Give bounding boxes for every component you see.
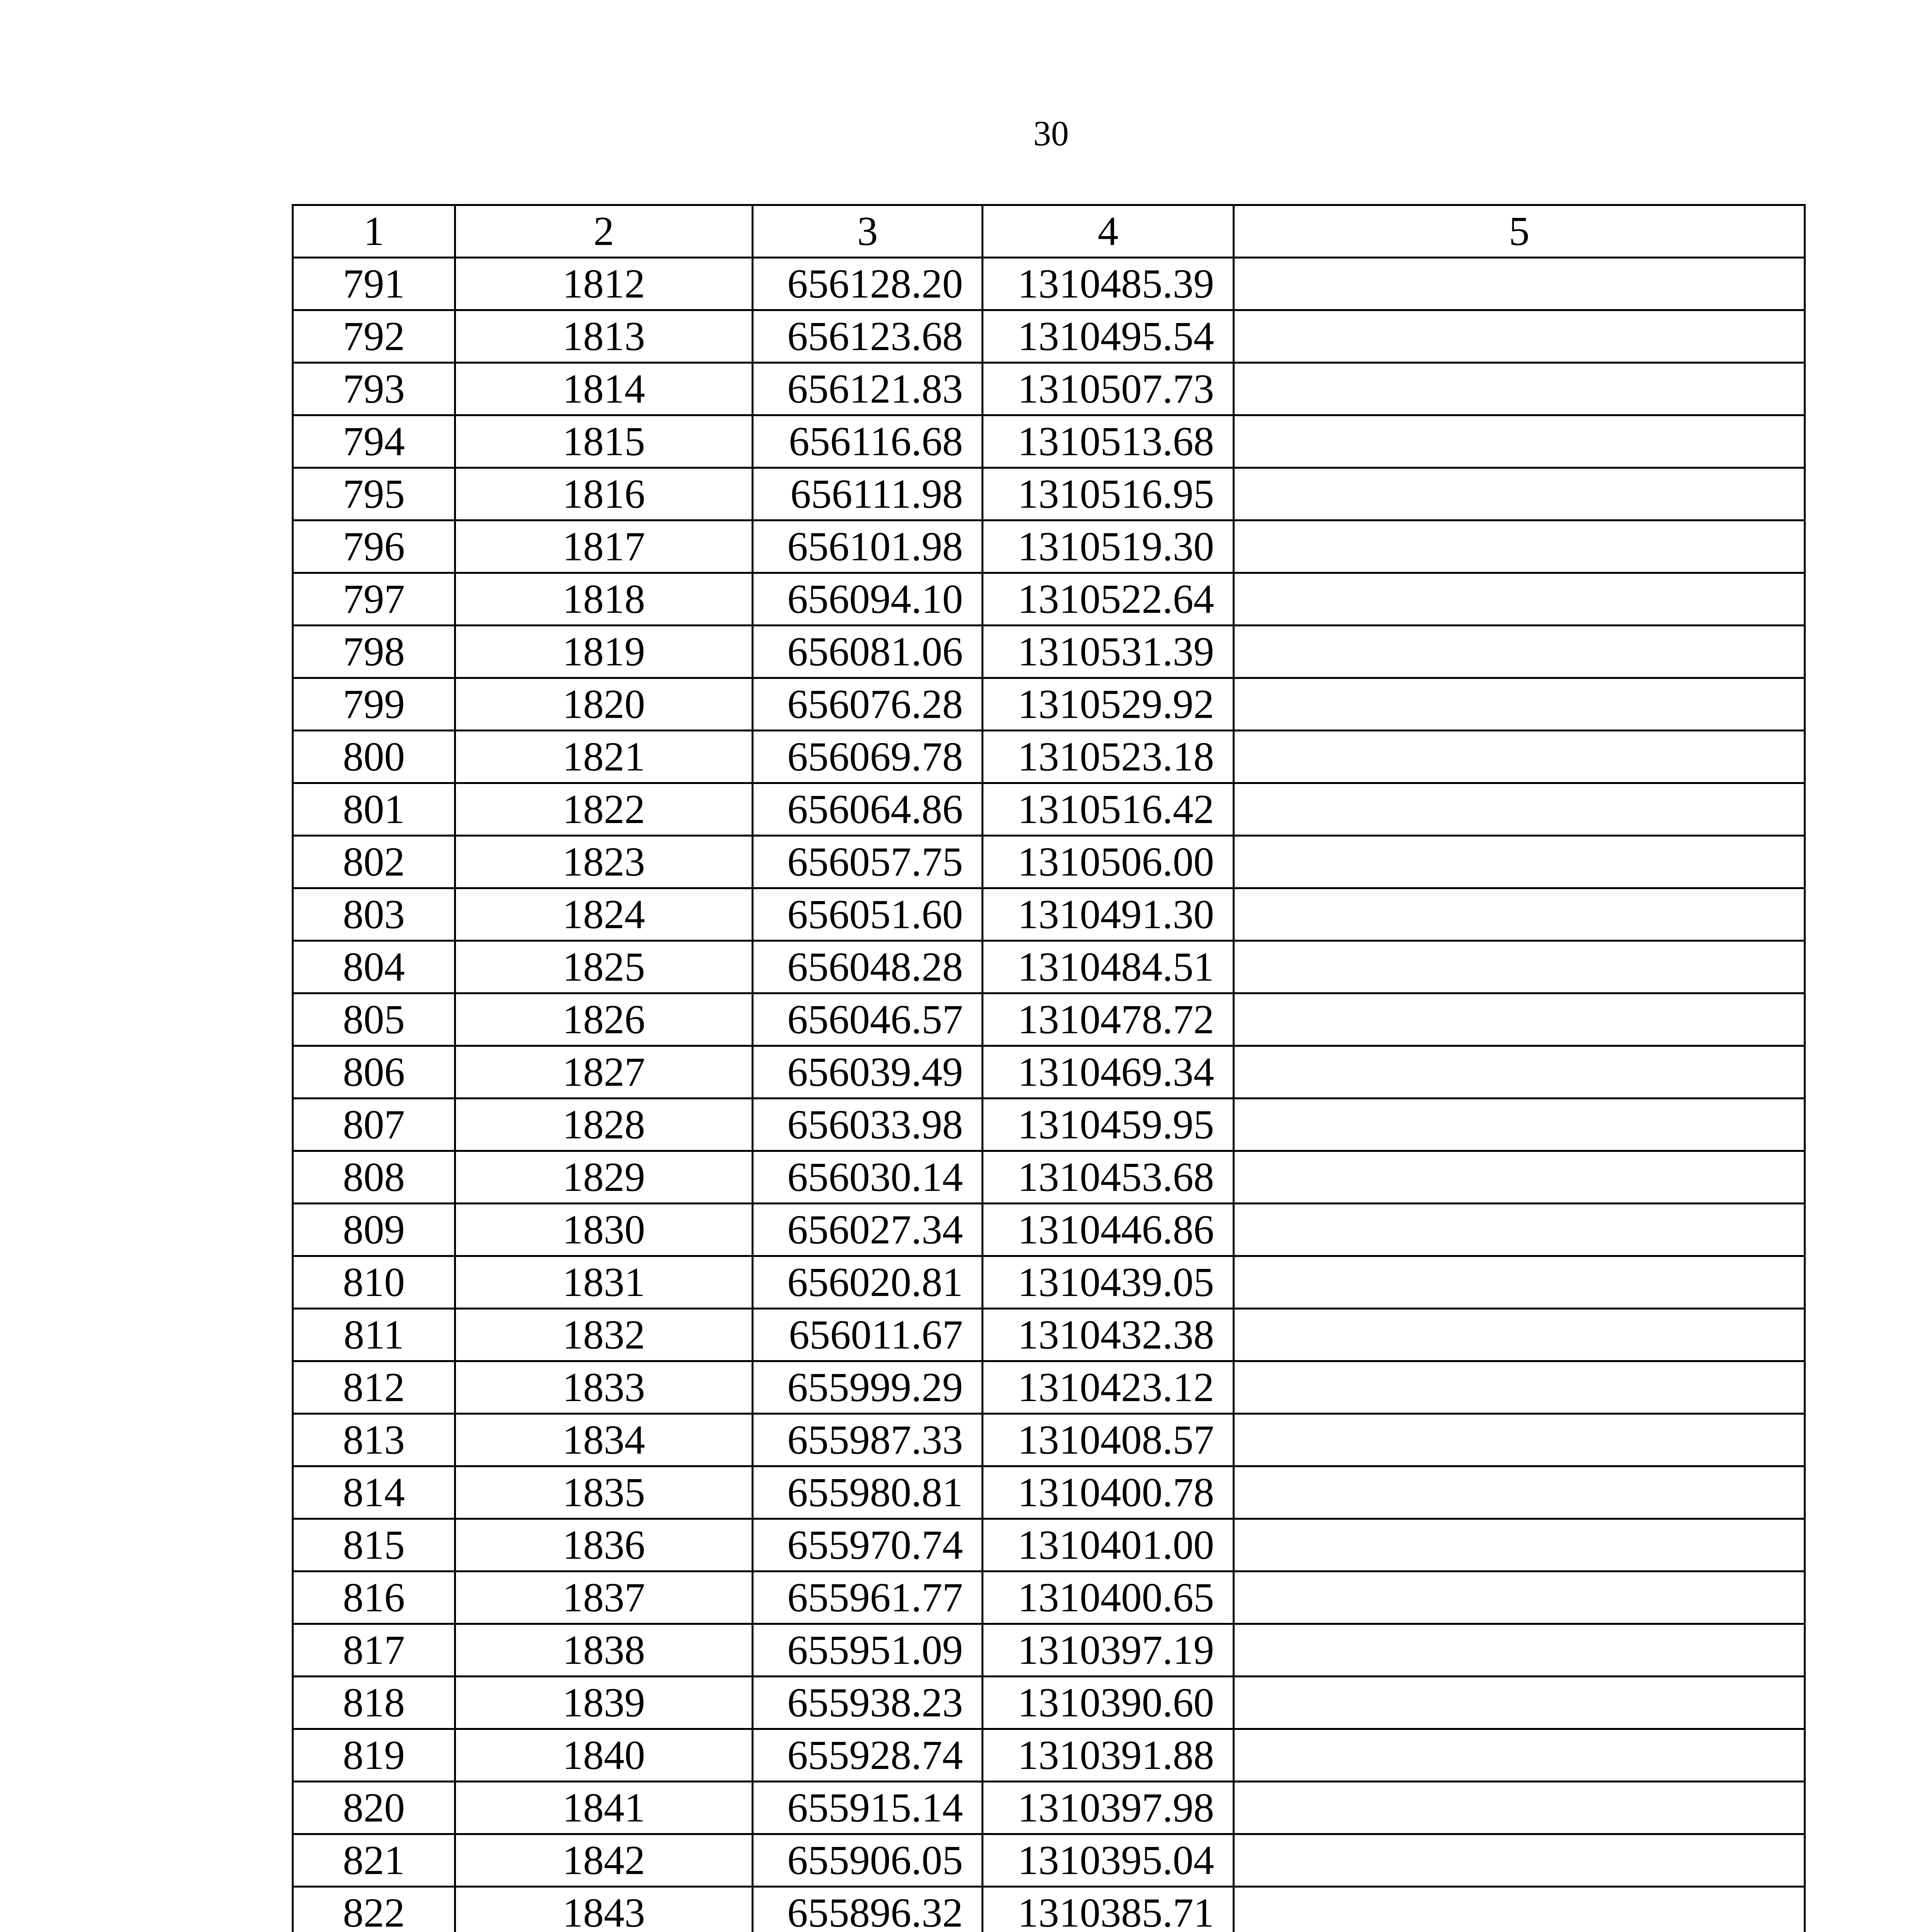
table-cell: 1310385.71 — [983, 1887, 1234, 1932]
table-row — [293, 363, 1805, 415]
table-row — [293, 1466, 1805, 1519]
table-cell: 810 — [293, 1256, 455, 1309]
table-cell: 794 — [293, 415, 455, 468]
table-row — [293, 993, 1805, 1046]
table-row — [293, 783, 1805, 836]
table-cell: 797 — [293, 573, 455, 626]
table-cell: 793 — [293, 363, 455, 415]
table-cell: 1825 — [455, 941, 753, 993]
table-cell: 655970.74 — [753, 1519, 983, 1571]
table-cell: 1827 — [455, 1046, 753, 1099]
table-cell: 1813 — [455, 310, 753, 363]
table-cell: 1310395.04 — [983, 1834, 1234, 1887]
table-cell: 1310446.86 — [983, 1204, 1234, 1256]
table-cell: 655906.05 — [753, 1834, 983, 1887]
table-cell — [1234, 520, 1805, 573]
table-cell: 1841 — [455, 1782, 753, 1834]
table-cell: 1823 — [455, 836, 753, 888]
table-row — [293, 573, 1805, 626]
table-cell: 1310401.00 — [983, 1519, 1234, 1571]
table-cell: 1310485.39 — [983, 258, 1234, 310]
table-row — [293, 1204, 1805, 1256]
table-cell: 1310459.95 — [983, 1099, 1234, 1151]
table-cell — [1234, 1046, 1805, 1099]
table-cell: 817 — [293, 1624, 455, 1677]
table-cell: 1816 — [455, 468, 753, 520]
page-number: 30 — [1033, 114, 1069, 153]
table-header-row — [293, 205, 1805, 258]
table-row — [293, 468, 1805, 520]
table-row — [293, 1256, 1805, 1309]
table-cell: 1310519.30 — [983, 520, 1234, 573]
table-cell — [1234, 363, 1805, 415]
table-cell: 813 — [293, 1414, 455, 1466]
table-cell: 821 — [293, 1834, 455, 1887]
table-row — [293, 1782, 1805, 1834]
table-cell: 655961.77 — [753, 1571, 983, 1624]
table-cell: 656064.86 — [753, 783, 983, 836]
table-cell: 1310391.88 — [983, 1729, 1234, 1782]
table-cell: 1310531.39 — [983, 626, 1234, 678]
table-cell: 1812 — [455, 258, 753, 310]
table-cell — [1234, 468, 1805, 520]
table-cell: 1310432.38 — [983, 1309, 1234, 1361]
table-row — [293, 310, 1805, 363]
table-cell: 805 — [293, 993, 455, 1046]
table-cell — [1234, 573, 1805, 626]
table-cell: 800 — [293, 731, 455, 783]
table-cell — [1234, 1729, 1805, 1782]
table-cell: 803 — [293, 888, 455, 941]
table-cell — [1234, 888, 1805, 941]
table-cell: 802 — [293, 836, 455, 888]
table-cell: 808 — [293, 1151, 455, 1204]
table-cell: 1838 — [455, 1624, 753, 1677]
table-cell — [1234, 993, 1805, 1046]
table-cell — [1234, 626, 1805, 678]
table-cell: 656121.83 — [753, 363, 983, 415]
table-cell: 1310506.00 — [983, 836, 1234, 888]
table-cell: 656046.57 — [753, 993, 983, 1046]
table-row — [293, 258, 1805, 310]
table-cell: 1818 — [455, 573, 753, 626]
table-row — [293, 520, 1805, 573]
table-cell: 655896.32 — [753, 1887, 983, 1932]
table-cell: 820 — [293, 1782, 455, 1834]
table-row — [293, 1519, 1805, 1571]
table-cell — [1234, 1204, 1805, 1256]
table-cell: 1310529.92 — [983, 678, 1234, 731]
table-row — [293, 1414, 1805, 1466]
table-row — [293, 1887, 1805, 1932]
table-cell: 1833 — [455, 1361, 753, 1414]
table-cell: 1824 — [455, 888, 753, 941]
table-cell: 1839 — [455, 1677, 753, 1729]
table-cell: 1310478.72 — [983, 993, 1234, 1046]
table-cell: 656128.20 — [753, 258, 983, 310]
table-cell: 792 — [293, 310, 455, 363]
table-row — [293, 1729, 1805, 1782]
table-cell: 807 — [293, 1099, 455, 1151]
table-cell: 809 — [293, 1204, 455, 1256]
column-header: 5 — [1234, 205, 1805, 258]
column-header: 1 — [293, 205, 455, 258]
table-cell: 1832 — [455, 1309, 753, 1361]
table-cell: 1814 — [455, 363, 753, 415]
table-cell — [1234, 310, 1805, 363]
table-cell — [1234, 1782, 1805, 1834]
table-cell: 1840 — [455, 1729, 753, 1782]
table-cell: 655980.81 — [753, 1466, 983, 1519]
table-cell — [1234, 1834, 1805, 1887]
table-cell: 799 — [293, 678, 455, 731]
table-cell — [1234, 1414, 1805, 1466]
table-cell — [1234, 1361, 1805, 1414]
table-cell — [1234, 1466, 1805, 1519]
table-cell: 1310513.68 — [983, 415, 1234, 468]
table-cell: 1829 — [455, 1151, 753, 1204]
table-cell: 795 — [293, 468, 455, 520]
table-cell: 1310397.19 — [983, 1624, 1234, 1677]
table-cell: 656076.28 — [753, 678, 983, 731]
table-row — [293, 1046, 1805, 1099]
table-cell: 1310522.64 — [983, 573, 1234, 626]
table-cell: 1310397.98 — [983, 1782, 1234, 1834]
table-cell — [1234, 941, 1805, 993]
table-cell — [1234, 1256, 1805, 1309]
column-header: 4 — [983, 205, 1234, 258]
table-cell: 822 — [293, 1887, 455, 1932]
table-cell: 815 — [293, 1519, 455, 1571]
coordinates-table — [292, 204, 1806, 1932]
table-cell: 656011.67 — [753, 1309, 983, 1361]
table-cell: 655915.14 — [753, 1782, 983, 1834]
table-cell: 655987.33 — [753, 1414, 983, 1466]
table-cell: 1821 — [455, 731, 753, 783]
table-cell: 656051.60 — [753, 888, 983, 941]
table-row — [293, 1624, 1805, 1677]
table-row — [293, 1151, 1805, 1204]
table-cell — [1234, 1887, 1805, 1932]
table-cell — [1234, 783, 1805, 836]
table-row — [293, 1571, 1805, 1624]
table-cell: 1836 — [455, 1519, 753, 1571]
table-cell: 656057.75 — [753, 836, 983, 888]
table-cell: 656094.10 — [753, 573, 983, 626]
table-cell: 1822 — [455, 783, 753, 836]
table-cell — [1234, 1151, 1805, 1204]
table-cell: 1817 — [455, 520, 753, 573]
table-cell: 656020.81 — [753, 1256, 983, 1309]
table-cell: 811 — [293, 1309, 455, 1361]
table-cell: 1310469.34 — [983, 1046, 1234, 1099]
table-cell: 656101.98 — [753, 520, 983, 573]
table-row — [293, 1309, 1805, 1361]
table-cell — [1234, 836, 1805, 888]
table-cell: 656048.28 — [753, 941, 983, 993]
table-row — [293, 415, 1805, 468]
table-row — [293, 731, 1805, 783]
table-cell: 814 — [293, 1466, 455, 1519]
table-cell: 1310491.30 — [983, 888, 1234, 941]
table-cell: 1835 — [455, 1466, 753, 1519]
table-row — [293, 836, 1805, 888]
table-cell: 656039.49 — [753, 1046, 983, 1099]
table-cell: 655928.74 — [753, 1729, 983, 1782]
table-cell: 1828 — [455, 1099, 753, 1151]
table-cell: 818 — [293, 1677, 455, 1729]
column-header: 2 — [455, 205, 753, 258]
table-cell: 656081.06 — [753, 626, 983, 678]
table-cell: 1310423.12 — [983, 1361, 1234, 1414]
table-cell: 816 — [293, 1571, 455, 1624]
table-cell — [1234, 678, 1805, 731]
table-cell: 806 — [293, 1046, 455, 1099]
table-cell: 798 — [293, 626, 455, 678]
table-cell: 1310484.51 — [983, 941, 1234, 993]
table-cell: 1310408.57 — [983, 1414, 1234, 1466]
table-row — [293, 941, 1805, 993]
table-cell: 819 — [293, 1729, 455, 1782]
table-cell: 656030.14 — [753, 1151, 983, 1204]
table-row — [293, 1099, 1805, 1151]
table-cell: 804 — [293, 941, 455, 993]
table-cell: 656116.68 — [753, 415, 983, 468]
table-cell: 1310523.18 — [983, 731, 1234, 783]
table-cell — [1234, 731, 1805, 783]
table-cell: 655951.09 — [753, 1624, 983, 1677]
table-cell — [1234, 1519, 1805, 1571]
column-header: 3 — [753, 205, 983, 258]
table-cell: 1830 — [455, 1204, 753, 1256]
table-cell: 1843 — [455, 1887, 753, 1932]
table-cell: 1837 — [455, 1571, 753, 1624]
table-cell — [1234, 1677, 1805, 1729]
table-cell: 656027.34 — [753, 1204, 983, 1256]
table-cell — [1234, 1309, 1805, 1361]
table-cell: 812 — [293, 1361, 455, 1414]
table-cell: 801 — [293, 783, 455, 836]
table-cell: 1310400.78 — [983, 1466, 1234, 1519]
table-cell: 655999.29 — [753, 1361, 983, 1414]
table-row — [293, 1361, 1805, 1414]
table-cell — [1234, 1099, 1805, 1151]
table-cell: 1834 — [455, 1414, 753, 1466]
table-cell: 656111.98 — [753, 468, 983, 520]
table-cell: 1820 — [455, 678, 753, 731]
table-cell: 1310390.60 — [983, 1677, 1234, 1729]
table-cell — [1234, 258, 1805, 310]
table-cell: 656123.68 — [753, 310, 983, 363]
table-row — [293, 1834, 1805, 1887]
table-cell: 1310495.54 — [983, 310, 1234, 363]
table-cell: 656069.78 — [753, 731, 983, 783]
table-cell: 655938.23 — [753, 1677, 983, 1729]
table-row — [293, 888, 1805, 941]
table-cell — [1234, 1624, 1805, 1677]
table-cell: 1310400.65 — [983, 1571, 1234, 1624]
table-row — [293, 1677, 1805, 1729]
table-cell: 791 — [293, 258, 455, 310]
table-cell: 1310516.42 — [983, 783, 1234, 836]
table-cell: 1842 — [455, 1834, 753, 1887]
table-cell — [1234, 1571, 1805, 1624]
table-cell: 1310439.05 — [983, 1256, 1234, 1309]
table-row — [293, 626, 1805, 678]
table-cell: 1310507.73 — [983, 363, 1234, 415]
table-cell: 656033.98 — [753, 1099, 983, 1151]
table-cell — [1234, 415, 1805, 468]
table-cell: 1815 — [455, 415, 753, 468]
table-cell: 1310453.68 — [983, 1151, 1234, 1204]
table-cell: 1826 — [455, 993, 753, 1046]
table-cell: 1819 — [455, 626, 753, 678]
table-cell: 1831 — [455, 1256, 753, 1309]
table-cell: 796 — [293, 520, 455, 573]
table-cell: 1310516.95 — [983, 468, 1234, 520]
table-row — [293, 678, 1805, 731]
